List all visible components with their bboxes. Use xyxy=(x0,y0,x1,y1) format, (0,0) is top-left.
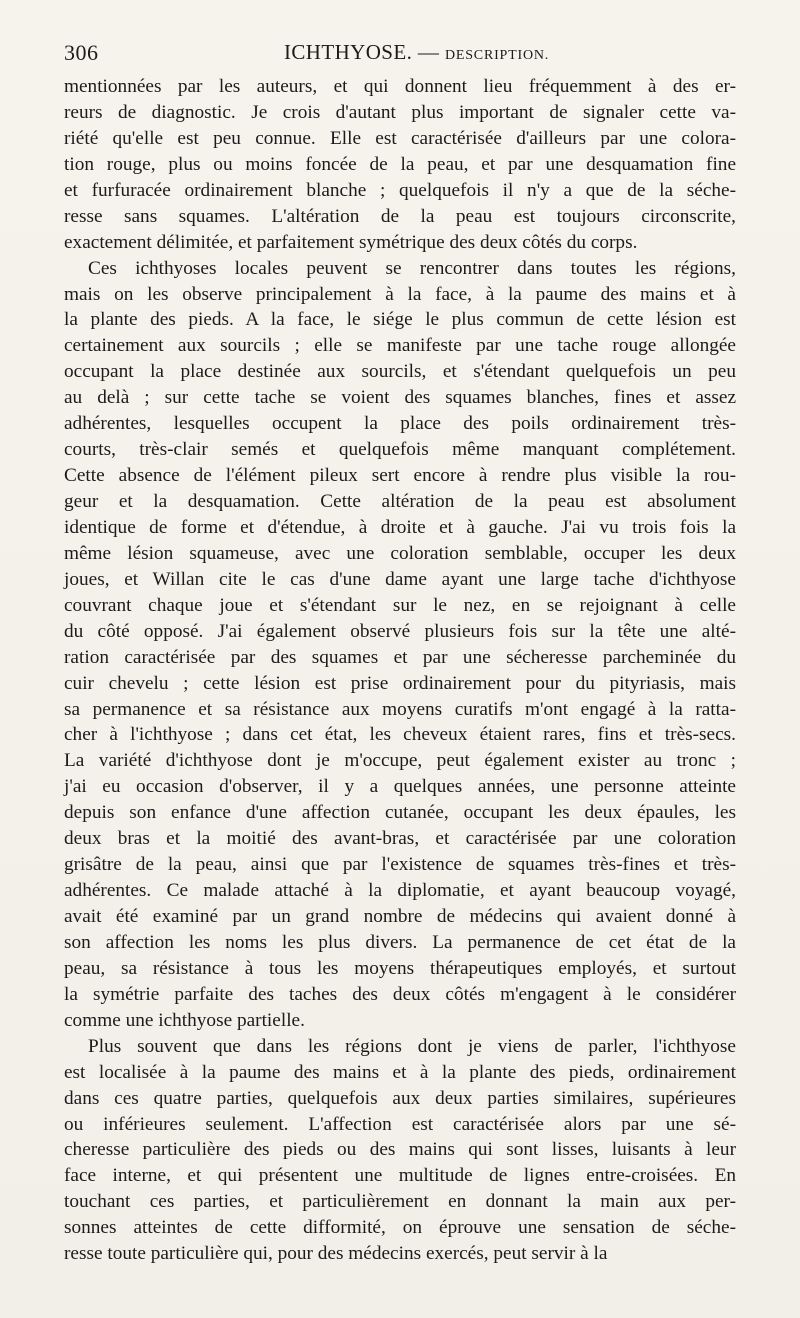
running-title-main: ICHTHYOSE. xyxy=(284,40,413,64)
text-line: et furfuracée ordinairement blanche ; quelquefois il n'y a que de la séche- xyxy=(64,179,736,201)
text-line: geur et la desquamation. Cette altération de la peau est absolument xyxy=(64,491,736,512)
running-title-section: DESCRIPTION. xyxy=(444,48,550,63)
text-line: son affection les noms les plus divers. La permanence de cet état de la xyxy=(64,931,736,953)
text-line: courts, très-clair semés et quelquefois même manquant complétement. xyxy=(64,439,736,461)
text-line: Cette absence de l'élément pileux sert encore à rendre plus visible la rou- xyxy=(64,465,736,487)
running-header xyxy=(64,40,736,70)
text-line: reurs de diagnostic. Je crois d'autant plus important de signaler cette va- xyxy=(64,101,736,123)
text-line: tion rouge, plus ou moins foncée de la peau, et par une desquamation fine xyxy=(64,153,736,175)
text-line: adhérentes. Ce malade attaché à la diplomatie, et ayant beaucoup voyagé, xyxy=(64,880,736,902)
text-line: Ces ichthyoses locales peuvent se rencontrer dans toutes les régions, xyxy=(88,257,736,279)
text-line: couvrant chaque joue et s'étendant sur le nez, en se rejoignant à celle xyxy=(64,594,736,616)
text-line: exactement délimitée, et parfaitement symétrique des deux côtés du corps. xyxy=(64,231,638,253)
text-line: j'ai eu occasion d'observer, il y a quelques années, une personne atteinte xyxy=(64,776,736,798)
running-title-dash: — xyxy=(412,40,445,64)
text-line: du côté opposé. J'ai également observé plusieurs fois sur la tête une alté- xyxy=(64,620,736,642)
text-line: ration caractérisée par des squames et par une sécheresse parcheminée du xyxy=(64,646,736,668)
paragraph xyxy=(64,256,736,1034)
text-line: peau, sa résistance à tous les moyens thérapeutiques employés, et surtout xyxy=(64,957,736,979)
text-line: mentionnées par les auteurs, et qui donnent lieu fréquemment à des er- xyxy=(64,76,736,97)
text-line: identique de forme et d'étendue, à droite et à gauche. J'ai vu trois fois la xyxy=(64,516,736,538)
text-line: cher à l'ichthyose ; dans cet état, les cheveux étaient rares, fins et très-secs. xyxy=(64,724,736,746)
text-line: la plante des pieds. A la face, le siége le plus commun de cette lésion est xyxy=(64,309,736,331)
text-line: joues, et Willan cite le cas d'une dame ayant une large tache d'ichthyose xyxy=(64,568,736,590)
text-line: resse sans squames. L'altération de la peau est toujours circonscrite, xyxy=(64,205,736,227)
text-line: avait été examiné par un grand nombre de médecins qui avaient donné à xyxy=(64,906,736,927)
text-line: adhérentes, lesquelles occupent la place des poils ordinairement très- xyxy=(64,413,736,435)
text-line: certainement aux sourcils ; elle se manifeste par une tache rouge allongée xyxy=(64,335,736,357)
text-line: ou inférieures seulement. L'affection est caractérisée alors par une sé- xyxy=(64,1113,736,1135)
text-line: touchant ces parties, et particulièrement en donnant la main aux per- xyxy=(64,1191,736,1213)
text-line: deux bras et la moitié des avant-bras, et caractérisée par une coloration xyxy=(64,828,736,850)
paragraph xyxy=(64,1034,736,1267)
running-title xyxy=(284,40,549,65)
text-line: sa permanence et sa résistance aux moyens curatifs m'ont engagé à la ratta- xyxy=(64,698,736,720)
text-line: cheresse particulière des pieds ou des mains qui sont lisses, luisants à leur xyxy=(64,1139,736,1161)
body-text xyxy=(64,74,736,1267)
paragraph xyxy=(64,74,736,256)
text-line: même lésion squameuse, avec une coloration semblable, occuper les deux xyxy=(64,542,736,564)
text-line: Plus souvent que dans les régions dont je viens de parler, l'ichthyose xyxy=(88,1035,736,1057)
text-line: mais on les observe principalement à la face, à la paume des mains et à xyxy=(64,283,736,305)
text-line: sonnes atteintes de cette difformité, on éprouve une sensation de séche- xyxy=(64,1217,736,1239)
text-line: au delà ; sur cette tache se voient des squames blanches, fines et assez xyxy=(64,387,736,409)
text-line: dans ces quatre parties, quelquefois aux deux parties similaires, supérieures xyxy=(64,1087,736,1109)
page-number: 306 xyxy=(64,40,99,65)
text-line: resse toute particulière qui, pour des médecins exercés, peut servir à la xyxy=(64,1243,608,1265)
text-line: La variété d'ichthyose dont je m'occupe, peut également exister au tronc ; xyxy=(64,750,736,772)
text-line: grisâtre de la peau, ainsi que par l'existence de squames très-fines et très- xyxy=(64,854,736,876)
text-line: occupant la place destinée aux sourcils, et s'étendant quelquefois un peu xyxy=(64,361,736,383)
text-line: cuir chevelu ; cette lésion est prise ordinairement pour du pityriasis, mais xyxy=(64,672,736,694)
text-line: face interne, et qui présentent une multitude de lignes entre-croisées. En xyxy=(64,1165,736,1187)
text-line: la symétrie parfaite des taches des deux côtés m'engagent à le considérer xyxy=(64,983,736,1005)
text-line: riété qu'elle est peu connue. Elle est caractérisée d'ailleurs par une colora- xyxy=(64,127,736,149)
text-line: depuis son enfance d'une affection cutanée, occupant les deux épaules, les xyxy=(64,802,736,824)
text-line: comme une ichthyose partielle. xyxy=(64,1009,305,1031)
text-line: est localisée à la paume des mains et à la plante des pieds, ordinairement xyxy=(64,1061,736,1083)
